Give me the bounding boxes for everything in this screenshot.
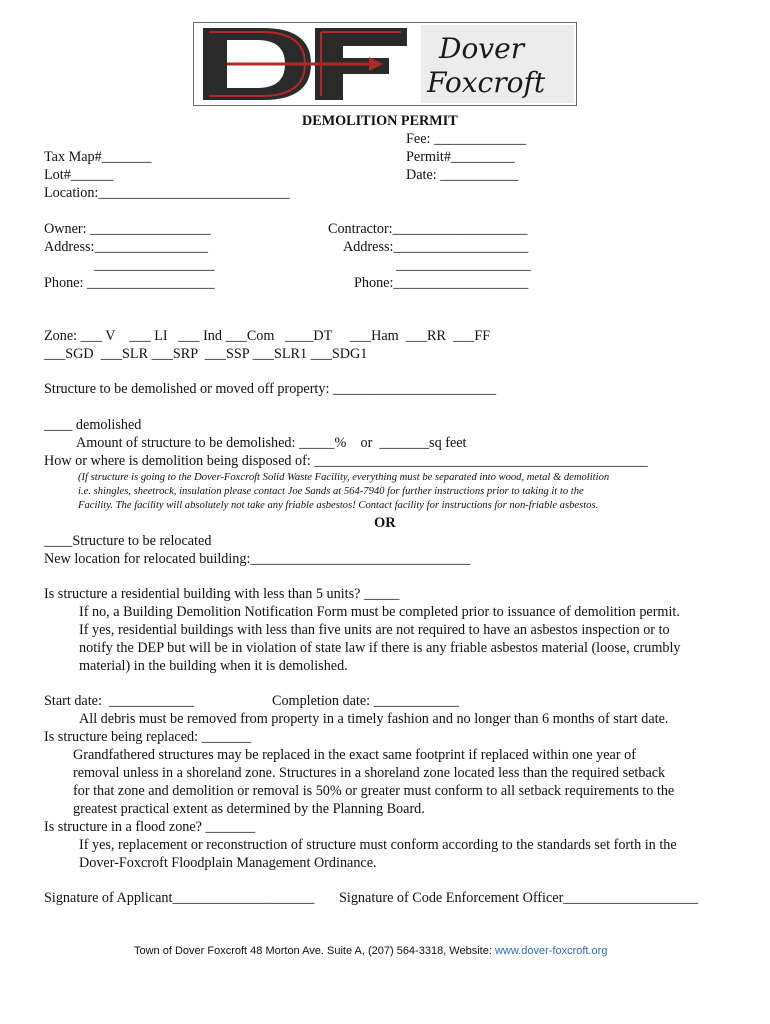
logo-graphic (193, 22, 577, 106)
disposal-note-line1: (If structure is going to the Dover-Foxcroft Solid Waste Facility, everything must be separated into wood, metal & demolition (78, 472, 610, 483)
dover-foxcroft-logo (193, 22, 577, 106)
replaced-question[interactable]: Is structure being replaced: _______ (44, 729, 252, 745)
debris-notice: All debris must be removed from property in a timely fashion and no longer than 6 months of start date. (79, 711, 669, 727)
disposal-note-line2: i.e. shingles, sheetrock, insulation please contact Joe Sands at 564-7940 for further instructions prior to taking it to the (78, 486, 584, 497)
contractor-field[interactable]: Contractor:___________________ (328, 221, 528, 237)
residential-line3: notify the DEP but will be in violation of state law if there is any friable asbestos material (loose, crumbly (79, 640, 681, 656)
contractor-address-line2-field[interactable]: ___________________ (396, 257, 531, 273)
owner-address-line2-field[interactable]: _________________ (94, 257, 215, 273)
page-title: DEMOLITION PERMIT (302, 113, 458, 129)
owner-field[interactable]: Owner: _________________ (44, 221, 211, 237)
flood-zone-question[interactable]: Is structure in a flood zone? _______ (44, 819, 256, 835)
location-field[interactable]: Location:___________________________ (44, 185, 290, 201)
footer (134, 943, 607, 960)
disposal-field[interactable]: How or where is demolition being disposed of: _______________________________________________ (44, 453, 648, 469)
residential-line4: material) in the building when it is demolished. (79, 658, 348, 674)
lot-field[interactable]: Lot#______ (44, 167, 114, 183)
new-location-field[interactable]: New location for relocated building:_______________________________ (44, 551, 471, 567)
applicant-signature-field[interactable]: Signature of Applicant____________________ (44, 890, 315, 906)
residential-question[interactable]: Is structure a residential building with less than 5 units? _____ (44, 586, 400, 602)
amount-demolished-field[interactable]: Amount of structure to be demolished: _____% or _______sq feet (76, 435, 467, 451)
footer-address: Town of Dover Foxcroft 48 Morton Ave. Suite A, (207) 564-3318, Website: (134, 945, 495, 957)
owner-address-field[interactable]: Address:________________ (44, 239, 208, 255)
flood-line1: If yes, replacement or reconstruction of structure must conform according to the standards set forth in the (79, 837, 677, 853)
tax-map-field[interactable]: Tax Map#_______ (44, 149, 152, 165)
residential-line2: If yes, residential buildings with less than five units are not required to have an asbestos inspection or to (79, 622, 670, 638)
replaced-line2: removal unless in a shoreland zone. Structures in a shoreland zone located less than the required setback (73, 765, 666, 781)
officer-signature-field[interactable]: Signature of Code Enforcement Officer___________________ (339, 890, 699, 906)
replaced-line3: for that zone and demolition or removal is 50% or greater must conform to all setback requirements to the (73, 783, 675, 799)
replaced-line4: greatest practical extent as determined by the Planning Board. (73, 801, 425, 817)
disposal-note-line3: Facility. The facility will absolutely not take any friable asbestos! Contact facility for instructions for non-friable asbestos. (78, 500, 599, 511)
start-date-field[interactable]: Start date: ____________ (44, 693, 195, 709)
completion-date-field[interactable]: Completion date: ____________ (272, 693, 459, 709)
website-link[interactable]: www.dover-foxcroft.org (494, 945, 608, 957)
zone-options-line2[interactable]: ___SGD ___SLR ___SRP ___SSP ___SLR1 ___SDG1 (44, 346, 368, 362)
permit-number-field[interactable]: Permit#_________ (406, 149, 515, 165)
contractor-phone-field[interactable]: Phone:___________________ (354, 275, 529, 291)
residential-line1: If no, a Building Demolition Notification Form must be completed prior to issuance of demolition permit. (79, 604, 680, 620)
flood-line2: Dover-Foxcroft Floodplain Management Ordinance. (79, 855, 377, 871)
owner-phone-field[interactable]: Phone: __________________ (44, 275, 215, 291)
relocated-option[interactable]: ____Structure to be relocated (44, 533, 212, 549)
or-separator: OR (374, 515, 396, 531)
structure-question[interactable]: Structure to be demolished or moved off property: _______________________ (44, 381, 497, 397)
date-field[interactable]: Date: ___________ (406, 167, 519, 183)
contractor-address-field[interactable]: Address:___________________ (343, 239, 529, 255)
fee-field[interactable]: Fee: _____________ (406, 131, 527, 147)
logo-name-line1: Dover (439, 32, 525, 65)
demolished-option[interactable]: ____ demolished (44, 417, 142, 433)
replaced-line1: Grandfathered structures may be replaced in the exact same footprint if replaced within one year of (73, 747, 636, 763)
zone-options-line1[interactable]: Zone: ___ V ___ LI ___ Ind ___Com ____DT ___Ham ___RR ___FF (44, 328, 491, 344)
logo-name-line2: Foxcroft (427, 66, 546, 99)
